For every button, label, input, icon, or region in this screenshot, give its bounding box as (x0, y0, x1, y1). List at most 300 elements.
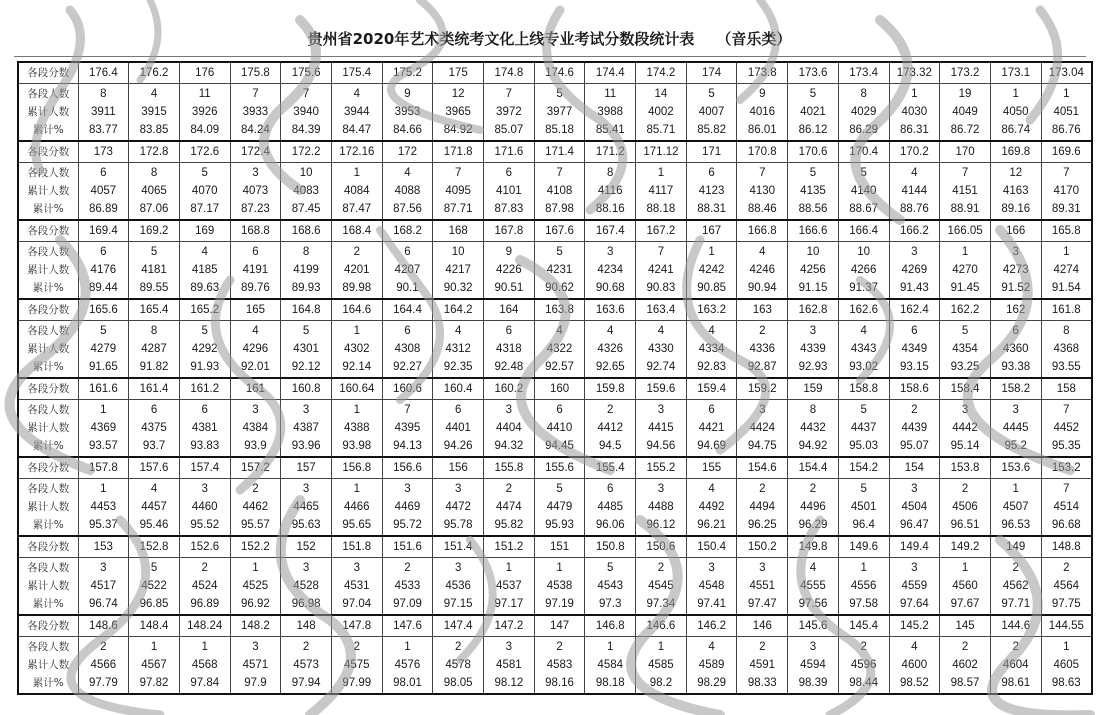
count-value: 1 (100, 403, 107, 416)
cumulative-value: 4116 (597, 184, 623, 197)
count-value: 7 (1063, 403, 1070, 416)
cumulative-value: 4144 (901, 184, 928, 197)
title-category: （音乐类） (716, 30, 792, 48)
values-cell (636, 321, 687, 379)
score-cell: 173.8 (737, 62, 788, 84)
cumulative-value: 4466 (343, 500, 370, 513)
cumulative-value: 4504 (901, 500, 928, 513)
score-row (18, 457, 1092, 479)
values-cell (686, 637, 737, 695)
percent-value: 92.27 (393, 361, 422, 374)
score-cell: 148.4 (129, 615, 180, 637)
score-cell: 174 (686, 62, 737, 84)
cumulative-value: 4349 (901, 342, 928, 355)
percent-value: 89.98 (342, 282, 372, 295)
percent-value: 86.12 (798, 124, 828, 137)
count-value: 3 (404, 482, 411, 495)
cumulative-value: 4437 (850, 421, 877, 434)
values-row (18, 163, 1092, 221)
percent-value: 97.58 (849, 598, 879, 611)
percent-value: 84.24 (241, 124, 270, 137)
score-cell: 152.2 (230, 536, 281, 558)
values-cell (129, 84, 180, 142)
values-cell (331, 479, 382, 537)
cumulative-value: 4522 (141, 579, 167, 592)
score-cell: 166 (990, 220, 1041, 242)
cumulative-value: 4445 (1002, 421, 1029, 434)
values-cell (129, 321, 180, 379)
row-label-score: 各段分数 (18, 62, 78, 84)
cumulative-value: 4049 (952, 105, 978, 118)
score-cell: 146.6 (636, 615, 687, 637)
count-value: 1 (657, 640, 665, 653)
count-value: 1 (657, 166, 665, 179)
score-cell: 159.6 (636, 378, 687, 400)
values-cell (838, 163, 889, 221)
cumulative-value: 3988 (597, 105, 624, 118)
score-cell: 154.2 (838, 457, 889, 479)
percent-value: 95.46 (139, 519, 169, 532)
cumulative-value: 4536 (445, 579, 471, 592)
cumulative-value: 4007 (698, 105, 725, 118)
cumulative-value: 4016 (749, 105, 776, 118)
score-cell: 145.2 (889, 615, 940, 637)
score-cell: 174.4 (585, 62, 636, 84)
cumulative-value: 4452 (1053, 421, 1080, 434)
percent-value: 94.13 (393, 440, 422, 453)
score-cell: 173 (78, 141, 129, 163)
score-cell: 155.8 (484, 457, 535, 479)
score-cell: 175 (433, 62, 484, 84)
score-cell: 145.6 (788, 615, 839, 637)
cumulative-value: 4531 (343, 579, 370, 592)
row-label-percent: 累计% (32, 282, 64, 295)
percent-value: 87.06 (139, 203, 169, 216)
count-value: 2 (657, 561, 665, 574)
score-cell: 169.8 (990, 141, 1041, 163)
score-cell: 169.6 (1041, 141, 1092, 163)
percent-value: 93.7 (142, 440, 166, 453)
score-cell: 154.6 (737, 457, 788, 479)
score-cell: 144.6 (990, 615, 1041, 637)
count-value: 5 (201, 166, 208, 179)
values-cell (940, 400, 991, 458)
cumulative-value: 4543 (597, 579, 624, 592)
score-cell: 160 (534, 378, 585, 400)
count-value: 7 (454, 166, 462, 179)
row-labels-values (18, 479, 78, 537)
score-cell: 170.6 (788, 141, 839, 163)
values-cell (838, 400, 889, 458)
percent-value: 91.43 (899, 282, 929, 295)
percent-value: 97.9 (244, 677, 267, 690)
percent-value: 86.74 (1001, 124, 1031, 137)
cumulative-value: 4566 (90, 658, 117, 671)
row-label-score: 各段分数 (18, 141, 78, 163)
cumulative-value: 4596 (850, 658, 877, 671)
values-cell (129, 479, 180, 537)
count-value: 1 (708, 245, 715, 258)
percent-value: 97.41 (697, 598, 726, 611)
percent-value: 95.82 (494, 519, 524, 532)
values-row (18, 558, 1092, 616)
score-cell: 150.6 (636, 536, 687, 558)
cumulative-value: 4401 (445, 421, 471, 434)
cumulative-value: 4176 (90, 263, 117, 276)
cumulative-value: 4524 (191, 579, 218, 592)
cumulative-value: 4256 (800, 263, 826, 276)
count-value: 6 (911, 324, 918, 337)
values-cell (940, 558, 991, 616)
count-value: 4 (657, 324, 665, 337)
values-cell (78, 479, 129, 537)
cumulative-value: 4029 (850, 105, 877, 118)
percent-value: 93.83 (190, 440, 220, 453)
score-cell: 154 (889, 457, 940, 479)
cumulative-value: 4583 (546, 658, 573, 671)
values-cell (331, 242, 382, 300)
score-row (18, 141, 1092, 163)
cumulative-value: 4101 (496, 184, 522, 197)
percent-value: 92.74 (646, 361, 676, 374)
percent-value: 95.07 (899, 440, 929, 453)
score-cell: 172.6 (179, 141, 230, 163)
percent-value: 97.94 (291, 677, 321, 690)
count-value: 7 (1063, 482, 1070, 495)
values-cell (788, 84, 839, 142)
count-value: 2 (1063, 561, 1070, 574)
percent-value: 95.14 (950, 440, 980, 453)
values-cell (585, 558, 636, 616)
cumulative-value: 4576 (394, 658, 421, 671)
count-value: 7 (657, 245, 665, 258)
values-cell (889, 163, 940, 221)
count-value: 2 (252, 482, 259, 495)
cumulative-value: 4556 (850, 579, 877, 592)
values-cell (281, 558, 332, 616)
percent-value: 96.51 (950, 519, 980, 532)
count-value: 6 (708, 166, 715, 179)
cumulative-value: 3965 (445, 105, 471, 118)
row-labels-values (18, 637, 78, 695)
percent-value: 93.98 (342, 440, 372, 453)
score-cell: 173.2 (940, 62, 991, 84)
percent-value: 86.31 (899, 124, 929, 137)
score-cell: 145.4 (838, 615, 889, 637)
cumulative-value: 4123 (698, 184, 725, 197)
percent-value: 85.41 (595, 124, 625, 137)
percent-value: 94.92 (798, 440, 828, 453)
cumulative-value: 4030 (901, 105, 928, 118)
score-cell: 155.2 (636, 457, 687, 479)
values-cell (230, 479, 281, 537)
percent-value: 96.68 (1051, 519, 1081, 532)
score-block (18, 457, 1092, 536)
count-value: 5 (556, 87, 563, 100)
cumulative-value: 4360 (1002, 342, 1029, 355)
percent-value: 85.71 (646, 124, 676, 137)
values-cell (838, 321, 889, 379)
score-cell: 157 (281, 457, 332, 479)
score-cell: 160.6 (382, 378, 433, 400)
values-cell (179, 321, 230, 379)
percent-value: 98.63 (1051, 677, 1081, 690)
values-cell (838, 479, 889, 537)
percent-value: 96.47 (899, 519, 929, 532)
values-cell (990, 321, 1041, 379)
values-cell (230, 637, 281, 695)
cumulative-value: 3953 (394, 105, 421, 118)
score-cell: 172 (382, 141, 433, 163)
score-cell: 147.2 (484, 615, 535, 637)
page-title (0, 28, 1099, 49)
values-cell (230, 242, 281, 300)
values-cell (281, 84, 332, 142)
percent-value: 84.39 (291, 124, 321, 137)
score-cell: 171.2 (585, 141, 636, 163)
cumulative-value: 4584 (597, 658, 624, 671)
percent-value: 95.72 (393, 519, 422, 532)
percent-value: 92.01 (241, 361, 270, 374)
count-value: 6 (150, 403, 158, 416)
cumulative-value: 4083 (293, 184, 319, 197)
cumulative-value: 4562 (1002, 579, 1029, 592)
cumulative-value: 4234 (597, 263, 624, 276)
values-cell (788, 637, 839, 695)
cumulative-value: 4266 (850, 263, 877, 276)
values-cell (788, 558, 839, 616)
score-row (18, 220, 1092, 242)
score-cell: 148.24 (179, 615, 230, 637)
values-row (18, 321, 1092, 379)
score-cell: 175.4 (331, 62, 382, 84)
score-row (18, 615, 1092, 637)
values-cell (1041, 321, 1092, 379)
count-value: 4 (809, 561, 817, 574)
cumulative-value: 4412 (597, 421, 624, 434)
score-cell: 159.4 (686, 378, 737, 400)
count-value: 1 (353, 324, 360, 337)
score-cell: 164.4 (382, 299, 433, 321)
score-cell: 162.2 (940, 299, 991, 321)
cumulative-value: 3977 (546, 105, 573, 118)
values-cell (179, 400, 230, 458)
score-cell: 175.6 (281, 62, 332, 84)
cumulative-value: 4065 (141, 184, 167, 197)
score-cell: 171.8 (433, 141, 484, 163)
count-value: 4 (708, 640, 715, 653)
count-value: 1 (201, 640, 208, 653)
score-cell: 167.8 (484, 220, 535, 242)
row-label-cumulative: 累计人数 (27, 579, 70, 592)
cumulative-value: 4108 (546, 184, 573, 197)
score-cell: 155.6 (534, 457, 585, 479)
count-value: 3 (302, 403, 310, 416)
values-cell (940, 479, 991, 537)
percent-value: 90.85 (697, 282, 726, 295)
cumulative-value: 4330 (648, 342, 674, 355)
cumulative-value: 4460 (191, 500, 218, 513)
score-cell: 147.8 (331, 615, 382, 637)
percent-value: 95.57 (241, 519, 270, 532)
score-cell: 163.6 (585, 299, 636, 321)
cumulative-value: 4242 (698, 263, 725, 276)
score-cell: 164.6 (331, 299, 382, 321)
cumulative-value: 4404 (496, 421, 522, 434)
count-value: 3 (454, 561, 462, 574)
score-cell: 151.8 (331, 536, 382, 558)
values-cell (737, 400, 788, 458)
percent-value: 88.56 (798, 203, 828, 216)
score-cell: 158 (1041, 378, 1092, 400)
score-cell: 157.4 (179, 457, 230, 479)
count-value: 4 (607, 324, 614, 337)
values-cell (737, 558, 788, 616)
cumulative-value: 4485 (597, 500, 624, 513)
cumulative-value: 4589 (698, 658, 725, 671)
percent-value: 95.52 (190, 519, 220, 532)
count-value: 3 (100, 561, 107, 574)
row-label-score: 各段分数 (18, 378, 78, 400)
count-value: 5 (809, 166, 817, 179)
values-cell (686, 84, 737, 142)
cumulative-value: 4415 (648, 421, 674, 434)
cumulative-value: 4594 (800, 658, 826, 671)
count-value: 3 (505, 403, 513, 416)
count-value: 6 (708, 403, 715, 416)
values-cell (433, 163, 484, 221)
cumulative-value: 3926 (191, 105, 218, 118)
row-label-percent: 累计% (32, 203, 64, 216)
values-cell (737, 321, 788, 379)
percent-value: 97.04 (342, 598, 372, 611)
percent-value: 92.93 (798, 361, 828, 374)
values-cell (1041, 242, 1092, 300)
score-cell: 160.4 (433, 378, 484, 400)
percent-value: 95.35 (1051, 440, 1081, 453)
percent-value: 91.45 (950, 282, 980, 295)
cumulative-value: 4537 (496, 579, 522, 592)
score-cell: 161.2 (179, 378, 230, 400)
row-label-percent: 累计% (32, 440, 64, 453)
score-cell: 165 (230, 299, 281, 321)
score-cell: 148 (281, 615, 332, 637)
cumulative-value: 4322 (546, 342, 573, 355)
percent-value: 91.37 (849, 282, 879, 295)
row-labels-values (18, 558, 78, 616)
count-value: 5 (961, 324, 969, 337)
percent-value: 89.16 (1001, 203, 1031, 216)
percent-value: 97.17 (494, 598, 524, 611)
count-value: 9 (404, 87, 411, 100)
percent-value: 88.76 (899, 203, 929, 216)
count-value: 1 (100, 482, 107, 495)
values-cell (433, 321, 484, 379)
percent-value: 87.83 (494, 203, 524, 216)
count-value: 2 (505, 482, 513, 495)
percent-value: 89.76 (241, 282, 270, 295)
count-value: 2 (809, 482, 817, 495)
percent-value: 88.31 (697, 203, 726, 216)
score-cell: 170.8 (737, 141, 788, 163)
count-value: 5 (607, 561, 614, 574)
values-cell (686, 479, 737, 537)
percent-value: 89.31 (1051, 203, 1081, 216)
values-row (18, 637, 1092, 695)
count-value: 5 (860, 166, 867, 179)
count-value: 4 (404, 166, 411, 179)
values-row (18, 400, 1092, 458)
row-label-count: 各段人数 (27, 87, 70, 100)
score-cell: 175.2 (382, 62, 433, 84)
count-value: 11 (604, 87, 617, 100)
score-cell: 147.6 (382, 615, 433, 637)
cumulative-value: 4088 (394, 184, 421, 197)
percent-value: 97.79 (88, 677, 118, 690)
count-value: 8 (607, 166, 614, 179)
score-cell: 148.8 (1041, 536, 1092, 558)
values-cell (636, 558, 687, 616)
count-value: 2 (353, 245, 360, 258)
percent-value: 90.94 (747, 282, 777, 295)
count-value: 4 (201, 245, 208, 258)
cumulative-value: 4555 (800, 579, 826, 592)
values-cell (838, 242, 889, 300)
cumulative-value: 4525 (242, 579, 269, 592)
row-label-cumulative: 累计人数 (27, 184, 70, 197)
cumulative-value: 4538 (546, 579, 573, 592)
count-value: 7 (505, 87, 513, 100)
count-value: 3 (353, 561, 360, 574)
percent-value: 93.57 (88, 440, 118, 453)
score-cell: 153.6 (990, 457, 1041, 479)
count-value: 3 (911, 482, 918, 495)
values-cell (737, 163, 788, 221)
values-cell (686, 558, 737, 616)
row-label-count: 各段人数 (27, 324, 70, 337)
values-cell (636, 242, 687, 300)
cumulative-value: 4207 (394, 263, 421, 276)
count-value: 12 (451, 87, 465, 100)
percent-value: 86.01 (747, 124, 777, 137)
percent-value: 93.9 (244, 440, 267, 453)
score-cell: 162.8 (788, 299, 839, 321)
percent-value: 90.68 (595, 282, 625, 295)
score-cell: 148.2 (230, 615, 281, 637)
count-value: 2 (353, 640, 360, 653)
count-value: 2 (100, 640, 107, 653)
cumulative-value: 4507 (1002, 500, 1029, 513)
count-value: 2 (759, 324, 766, 337)
values-cell (636, 637, 687, 695)
percent-value: 96.4 (852, 519, 875, 532)
row-label-cumulative: 累计人数 (27, 342, 70, 355)
cumulative-value: 4567 (141, 658, 167, 671)
count-value: 3 (252, 640, 259, 653)
score-cell: 161.6 (78, 378, 129, 400)
values-cell (281, 242, 332, 300)
score-cell: 159 (788, 378, 839, 400)
score-cell: 152 (281, 536, 332, 558)
percent-value: 96.53 (1001, 519, 1031, 532)
values-cell (940, 321, 991, 379)
score-cell: 172.16 (331, 141, 382, 163)
values-cell (889, 321, 940, 379)
score-cell: 164.8 (281, 299, 332, 321)
count-value: 4 (252, 324, 259, 337)
score-cell: 176.2 (129, 62, 180, 84)
count-value: 4 (860, 324, 867, 337)
